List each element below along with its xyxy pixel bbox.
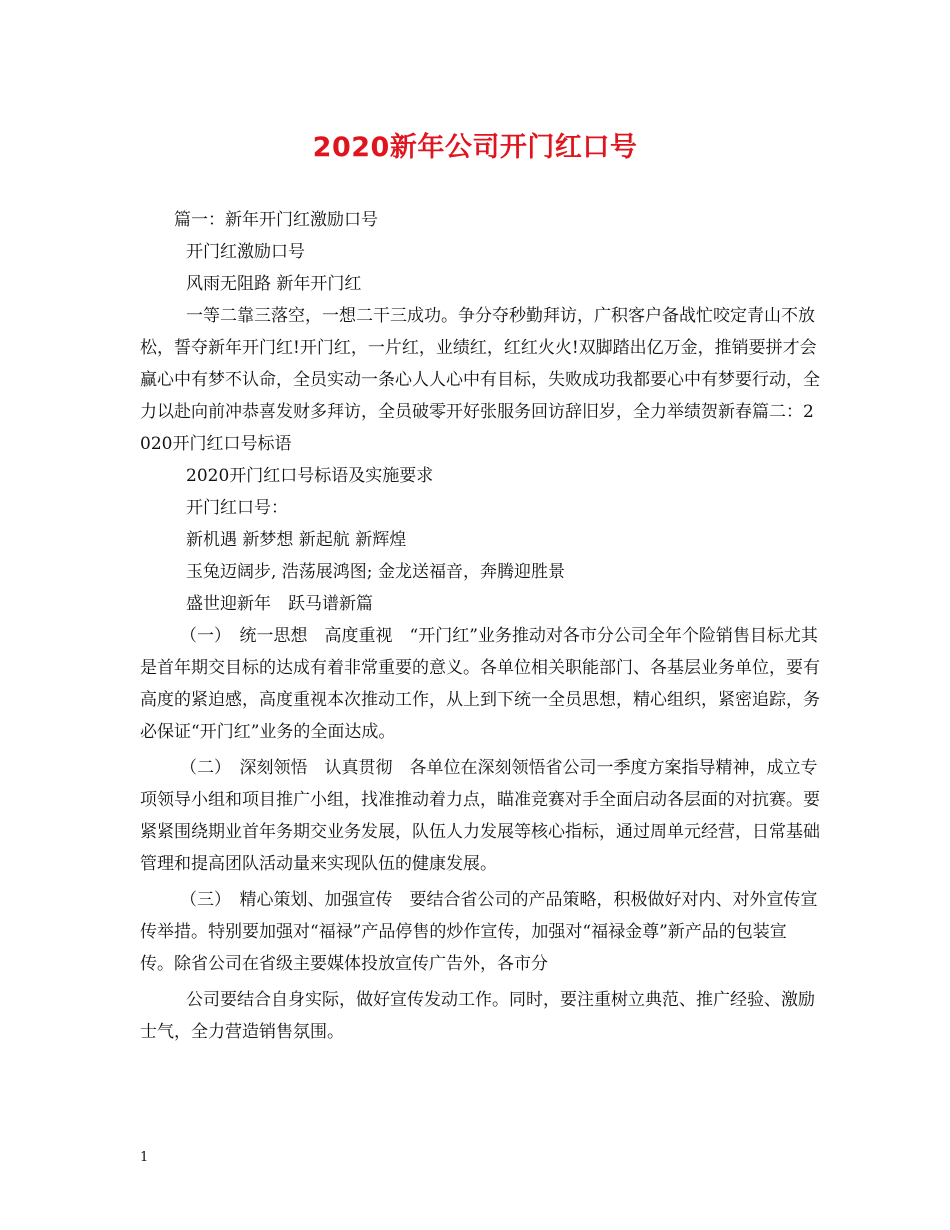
paragraph-5: 2020开门红口号标语及实施要求 xyxy=(186,466,434,486)
paragraph-7: 新机遇 新梦想 新起航 新辉煌 xyxy=(186,530,407,550)
paragraph-11: （二） 深刻领悟 认真贯彻 各单位在深刻领悟省公司一季度方案指导精神，成立专项领导小组和项目推广小组，找准推动着力点，瞄准竞赛对手全面启动各层面的对抗赛。要紧紧围绕期业首年务期交业务发展，队伍人力发展等核心指标，通过周单元经营，日常基础管理和提高团队活动量来实现队伍的健康发展。 xyxy=(140,758,820,874)
paragraph-6: 开门红口号： xyxy=(186,498,288,518)
document-title: 2020新年公司开门红口号 xyxy=(312,132,638,163)
paragraph-2: 开门红激励口号 xyxy=(186,242,305,262)
paragraph-10: （一） 统一思想 高度重视 “开门红”业务推动对各市分公司全年个险销售目标尤其是首年期交目标的达成有着非常重要的意义。各单位相关职能部门、各基层业务单位，要有高度的紧迫感，高度重视本次推动工作，从上到下统一全员思想，精心组织，紧密追踪，务必保证“开门红”业务的全面达成。 xyxy=(140,626,820,742)
paragraph-1: 篇一：新年开门红激励口号 xyxy=(174,210,378,230)
paragraph-4: 一等二靠三落空，一想二干三成功。争分夺秒勤拜访，广积客户备战忙咬定青山不放松，誓夺新年开门红!开门红，一片红，业绩红，红红火火!双脚踏出亿万金，推销要拼才会赢心中有梦不认命，全员实动一条心人人心中有目标，失败成功我都要心中有梦要行动，全力以赴向前冲恭喜发财多拜访，全员破零开好张服务回访辞旧岁，全力举绩贺新春篇二：2020开门红口号标语 xyxy=(140,306,820,454)
document-body xyxy=(140,204,820,1048)
paragraph-13: 公司要结合自身实际，做好宣传发动工作。同时，要注重树立典范、推广经验、激励士气，全力营造销售氛围。 xyxy=(140,990,815,1042)
paragraph-8: 玉兔迈阔步, 浩荡展鸿图; 金龙送福音，奔腾迎胜景 xyxy=(186,562,565,582)
paragraph-9: 盛世迎新年 跃马谱新篇 xyxy=(186,594,373,614)
paragraph-3: 风雨无阻路 新年开门红 xyxy=(186,274,362,294)
paragraph-12: （三） 精心策划、加强宣传 要结合省公司的产品策略，积极做好对内、对外宣传宣传举措。特别要加强对“福禄”产品停售的炒作宣传，加强对“福禄金尊”新产品的包装宣传。除省公司在省级主要媒体投放宣传广告外，各市分 xyxy=(140,890,818,974)
page-number: 1 xyxy=(140,1150,149,1165)
